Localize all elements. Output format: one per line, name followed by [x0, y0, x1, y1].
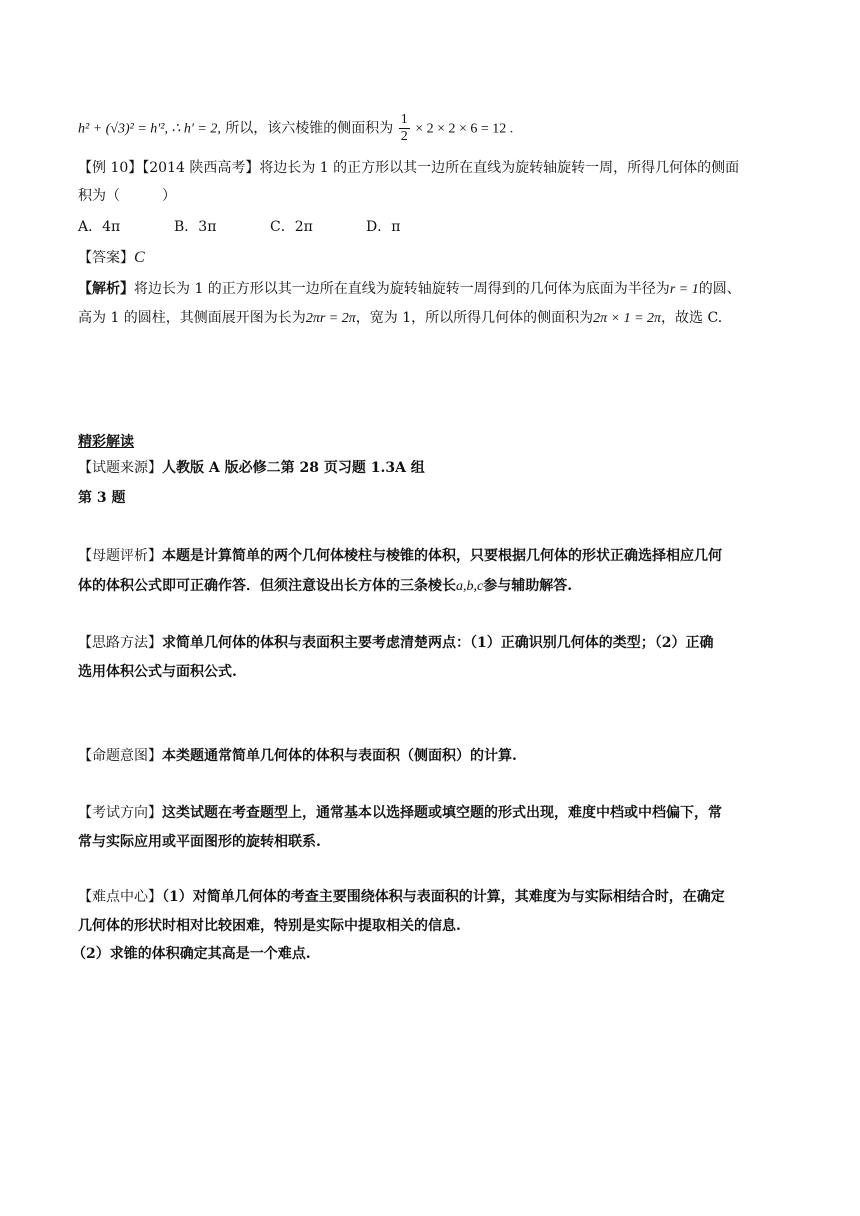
- options-line: [78, 217, 462, 237]
- method-label: 【思路方法】: [78, 635, 162, 651]
- mother-line1: [78, 546, 722, 566]
- analysis-label: 【解析】: [78, 281, 134, 297]
- example-10-question-line1: [78, 158, 739, 178]
- intent-line: [78, 746, 517, 766]
- difficulty-text-1: （1）对简单几何体的考查主要围绕体积与表面积的计算，其难度为与实际相结合时，在确定: [162, 889, 725, 905]
- analysis-radius: r = 1: [669, 282, 699, 297]
- analysis-line2: [78, 308, 722, 329]
- example-10-question-line2: [78, 186, 176, 206]
- fraction-one-half: [399, 112, 410, 145]
- mother-text-2a: 体的体积公式即可正确作答．但须注意设出长方体的三条棱长: [78, 578, 456, 594]
- fraction-denominator: 2: [400, 129, 408, 144]
- fraction-numerator: 1: [400, 112, 408, 127]
- answer-value: C: [134, 249, 145, 266]
- mother-text-2b: 参与辅助解答.: [483, 578, 573, 594]
- answer-label: 【答案】: [78, 250, 134, 266]
- option-d: D．π: [366, 219, 401, 235]
- analysis-line1: [78, 279, 741, 300]
- difficulty-line3: （2）求锥的体积确定其高是一个难点.: [72, 946, 311, 962]
- analysis-text-1: 将边长为 1 的正方形以其一边所在直线为旋转轴旋转一周得到的几何体为底面为半径为: [134, 281, 670, 297]
- source-label: 【试题来源】: [78, 460, 162, 476]
- option-b: B．3π: [174, 219, 217, 235]
- direction-text-1: 这类试题在考查题型上，通常基本以选择题或填空题的形式出现，难度中档或中档偏下，常: [162, 805, 722, 821]
- source-text: 人教版 A 版必修二第 28 页习题 1.3A 组: [162, 460, 425, 476]
- problem-number: 第 3 题: [78, 490, 126, 506]
- difficulty-line1: [78, 887, 725, 907]
- intent-label: 【命题意图】: [78, 748, 162, 764]
- direction-label: 【考试方向】: [78, 805, 162, 821]
- direction-line2: 常与实际应用或平面图形的旋转相联系.: [78, 834, 321, 850]
- difficulty-label: 【难点中心】: [78, 889, 162, 905]
- formula-text: 所以，该六棱锥的侧面积为: [225, 120, 394, 137]
- difficulty-line2: 几何体的形状时相对比较困难，特别是实际中提取相关的信息.: [78, 918, 461, 934]
- analysis-text-2a: 高为 1 的圆柱，其侧面展开图为长为: [78, 310, 306, 326]
- method-text-1: 求简单几何体的体积与表面积主要考虑清楚两点：（1）正确识别几何体的类型；（2）正确: [162, 635, 714, 651]
- example-10-question: 将边长为 1 的正方形以其一边所在直线为旋转轴旋转一周，所得几何体的侧面: [259, 160, 740, 176]
- example-10-label: 【例 10】【2014 陕西高考】: [78, 160, 260, 176]
- option-c: C．2π: [270, 219, 313, 235]
- mother-abc: a,b,c: [456, 579, 484, 594]
- answer-line: [78, 248, 145, 268]
- formula-tail: × 2 × 2 × 6 = 12 .: [415, 121, 514, 137]
- analysis-text-2c: ，故选 C.: [661, 310, 723, 326]
- direction-line1: [78, 803, 722, 823]
- analysis-formula-1: 2πr = 2π: [305, 311, 356, 326]
- method-line1: [78, 633, 713, 653]
- example-10-question-tail: 积为（ ）: [78, 188, 176, 204]
- mother-label: 【母题评析】: [78, 548, 162, 564]
- analysis-text-1-tail: 的圆、: [698, 281, 741, 297]
- formula-h: h² + (√3)² = h'², ∴ h' = 2,: [78, 121, 221, 137]
- analysis-text-2b: ，宽为 1，所以所得几何体的侧面积为: [355, 310, 594, 326]
- formula-line: [78, 112, 513, 145]
- method-line2: 选用体积公式与面积公式.: [78, 664, 237, 680]
- intent-text: 本类题通常简单几何体的体积与表面积（侧面积）的计算.: [162, 748, 517, 764]
- reading-title: 精彩解读: [78, 434, 134, 450]
- option-a: A．4π: [78, 219, 121, 235]
- analysis-formula-2: 2π × 1 = 2π: [593, 311, 662, 326]
- mother-line2: [78, 576, 572, 597]
- mother-text-1: 本题是计算简单的两个几何体棱柱与棱锥的体积，只要根据几何体的形状正确选择相应几何: [162, 548, 722, 564]
- source-line: [78, 458, 425, 478]
